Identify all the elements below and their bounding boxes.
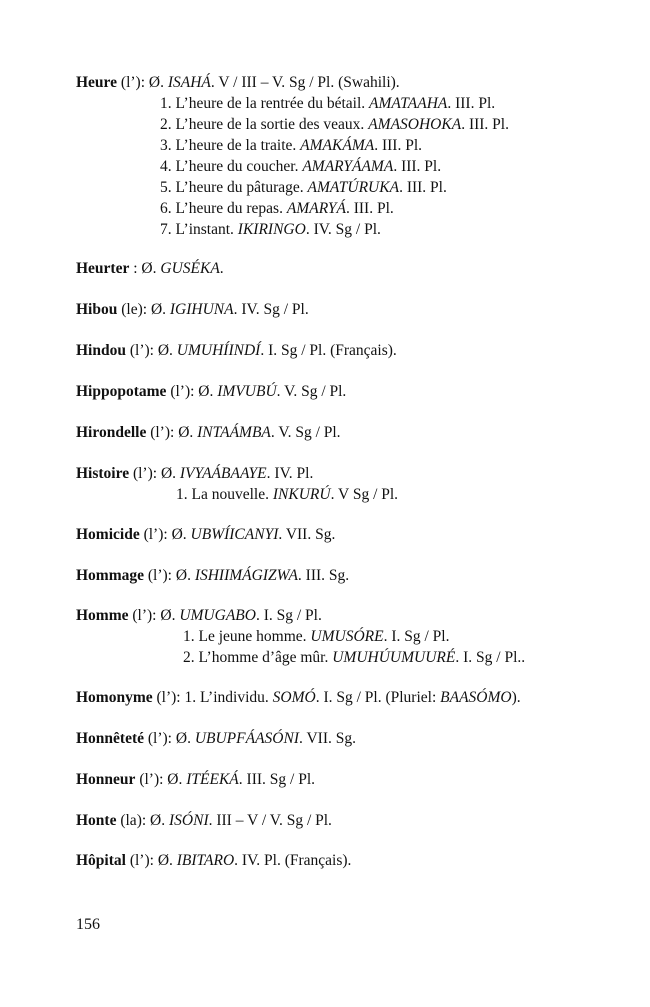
term: IGIHUNA [169, 301, 234, 318]
term: UMUGABO [179, 607, 256, 624]
zero-marker: Ø. [150, 812, 166, 829]
term: IVYAÁBAAYE [179, 465, 267, 482]
entry-hippopotame [76, 382, 346, 402]
subsense: 1. La nouvelle. INKURÚ. V Sg / Pl. [176, 486, 399, 503]
zero-marker: Ø. [157, 852, 173, 869]
headword: Honnêteté [76, 730, 145, 747]
grammar: . IV. Pl. (Français). [234, 852, 352, 869]
grammar: . III. Sg / Pl. [238, 771, 315, 788]
headword: Heurter [76, 260, 130, 277]
zero-marker: Ø. [150, 301, 167, 318]
grammar: . VII. Sg. [278, 526, 336, 543]
subsense: 4. L’heure du coucher. AMARYÁAMA. III. Pl. [160, 158, 442, 175]
entry-homonyme [76, 688, 521, 708]
term: UMUHÍINDÍ [176, 342, 261, 359]
term: INTAÁMBA [197, 424, 271, 441]
zero-marker: Ø. [171, 526, 187, 543]
headword: Homicide [76, 526, 140, 543]
subsense: 3. L’heure de la traite. AMAKÁMA. III. Pl. [160, 137, 423, 154]
zero-marker: Ø. [175, 567, 191, 584]
zero-marker: Ø. [157, 342, 173, 359]
article: (l’): [132, 607, 161, 624]
grammar: . [219, 260, 224, 277]
grammar: . IV. Pl. [266, 465, 314, 482]
term: ISÓNI [169, 812, 209, 829]
subsense: 7. L’instant. IKIRINGO. IV. Sg / Pl. [160, 221, 381, 238]
subsense: 2. L’heure de la sortie des veaux. AMASOHOKA. III. Pl. [160, 116, 509, 133]
zero-marker: Ø. [160, 465, 177, 482]
article: (l’): [147, 730, 176, 747]
zero-marker: Ø. [160, 607, 176, 624]
grammar: . I. Sg / Pl. (Français). [260, 342, 397, 359]
headword: Hommage [76, 567, 145, 584]
term: IBITARO [176, 852, 235, 869]
term: SOMÓ [272, 689, 316, 706]
term: UBUPFÁASÓNI [194, 730, 299, 747]
zero-marker: Ø. [148, 74, 164, 91]
term: ITÉEKÁ [186, 771, 239, 788]
term: GUSÉKA [160, 260, 220, 277]
headword: Homonyme [76, 689, 153, 706]
zero-marker: Ø. [141, 260, 157, 277]
grammar: . IV. Sg / Pl. [233, 301, 309, 318]
subsense: 6. L’heure du repas. AMARYÁ. III. Pl. [160, 200, 394, 217]
article: (l’): [150, 424, 179, 441]
article: (l’): [156, 689, 185, 706]
entry-honte [76, 811, 332, 831]
headword: Heure [76, 74, 118, 91]
term: ISHIIMÁGIZWA [194, 567, 298, 584]
zero-marker: Ø. [178, 424, 194, 441]
entry-hirondelle [76, 423, 341, 443]
grammar: . V. Sg / Pl. [270, 424, 341, 441]
entry-honnetete [76, 729, 356, 749]
subsense: 5. L’heure du pâturage. AMATÚRUKA. III. Pl. [160, 179, 447, 196]
zero-marker: Ø. [167, 771, 183, 788]
grammar-end: ). [511, 689, 521, 706]
entry-histoire [76, 464, 313, 484]
headword: Hôpital [76, 852, 126, 869]
headword: Homme [76, 607, 129, 624]
entry-hibou [76, 300, 309, 320]
grammar: . VII. Sg. [299, 730, 356, 747]
grammar: . III. Sg. [297, 567, 350, 584]
article: (l’): [143, 526, 172, 543]
headword: Hindou [76, 342, 126, 359]
grammar: . I. Sg / Pl. (Pluriel: [315, 689, 441, 706]
entry-honneur [76, 770, 315, 790]
article: (l’): [129, 852, 158, 869]
entry-hopital [76, 851, 351, 871]
subsense: 1. L’heure de la rentrée du bétail. AMATAAHA. III. Pl. [160, 95, 496, 112]
grammar: . V. Sg / Pl. [276, 383, 347, 400]
zero-marker: Ø. [198, 383, 214, 400]
term: ISAHÁ [167, 74, 211, 91]
headword: Honneur [76, 771, 136, 788]
term: UBWÍICANYI [190, 526, 279, 543]
entry-homme [76, 606, 322, 626]
article: (l’): [132, 465, 161, 482]
sense-text: 1. L’individu. [184, 689, 269, 706]
article: (l’): [147, 567, 176, 584]
article: (la): [120, 812, 151, 829]
zero-marker: Ø. [175, 730, 191, 747]
headword: Hippopotame [76, 383, 167, 400]
grammar: . V / III – V. Sg / Pl. (Swahili). [210, 74, 400, 91]
article: (l’): [139, 771, 168, 788]
entry-hindou [76, 341, 397, 361]
article: (l’): [129, 342, 158, 359]
entry-homicide [76, 525, 335, 545]
entry-hommage [76, 566, 349, 586]
entry-heurter [76, 259, 224, 279]
entry-heure [76, 73, 400, 93]
grammar: . III – V / V. Sg / Pl. [208, 812, 332, 829]
headword: Histoire [76, 465, 130, 482]
headword: Honte [76, 812, 117, 829]
subsense: 1. Le jeune homme. UMUSÓRE. I. Sg / Pl. [183, 628, 450, 645]
plural-term: BAASÓMO [440, 689, 512, 706]
article: : [129, 260, 142, 277]
article: (l’): [120, 74, 149, 91]
article: (l’): [170, 383, 199, 400]
subsense: 2. L’homme d’âge mûr. UMUHÚUMUURÉ. I. Sg / Pl.. [183, 649, 526, 666]
headword: Hibou [76, 301, 118, 318]
term: IMVUBÚ [217, 383, 277, 400]
page-number: 156 [76, 916, 100, 933]
article: (le): [121, 301, 151, 318]
grammar: . I. Sg / Pl. [255, 607, 322, 624]
headword: Hirondelle [76, 424, 147, 441]
